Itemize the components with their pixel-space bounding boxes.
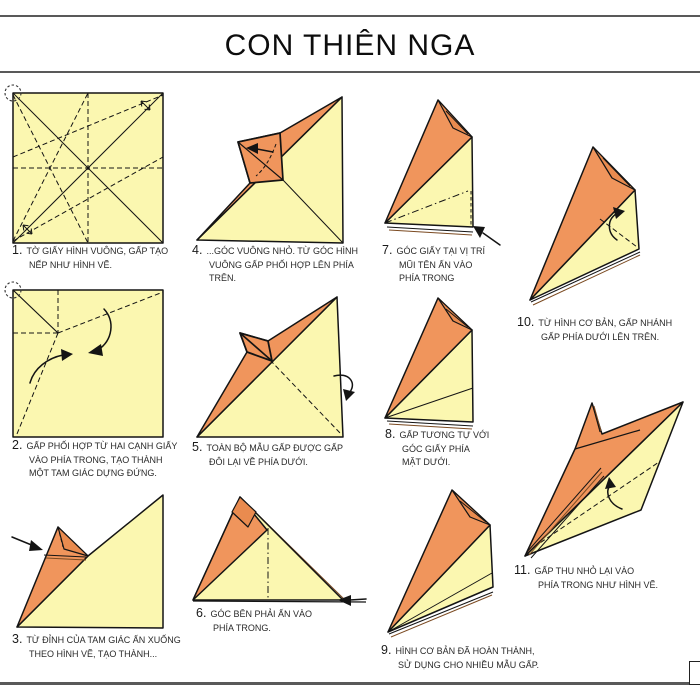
caption-line: MŨI TÊN ẤN VÀO: [399, 259, 473, 270]
step-number: 9.: [381, 643, 392, 657]
step-6-diagram: [193, 497, 366, 606]
caption-line: TỜ GIẤY HÌNH VUÔNG, GẤP TẠO: [26, 246, 169, 256]
caption-line: NẾP NHƯ HÌNH VẼ.: [29, 259, 113, 270]
step-number: 1.: [12, 243, 23, 257]
step-4-diagram: [197, 97, 343, 243]
step-10-caption: [517, 316, 672, 344]
step-number: 5.: [192, 440, 203, 454]
step-7-caption: [382, 244, 485, 286]
caption-line: VUÔNG GẤP PHỐI HỢP LÊN PHÍA: [209, 259, 354, 270]
caption-line: GÓC BÊN PHẢI ẤN VÀO: [210, 609, 312, 619]
step-1-diagram: [5, 85, 163, 243]
step-5-caption: [192, 441, 343, 469]
caption-line: GÓC GIẤY TẠI VỊ TRÍ: [396, 246, 485, 256]
caption-line: MẶT DƯỚI.: [402, 457, 451, 467]
caption-line: GẤP PHỐI HỢP TỪ HAI CẠNH GIẤY: [26, 441, 178, 451]
caption-line: ĐÔI LẠI VỀ PHÍA DƯỚI.: [209, 456, 308, 467]
bottom-rule: [0, 682, 700, 685]
step-3-diagram: [12, 495, 163, 628]
step-number: 11.: [514, 563, 531, 577]
step-1-caption: [12, 244, 168, 272]
page-title: CON THIÊN NGA: [224, 29, 476, 62]
step-8-diagram: [385, 298, 473, 429]
caption-line: PHÍA TRONG.: [213, 622, 271, 633]
caption-line: MỘT TAM GIÁC DỰNG ĐỨNG.: [29, 468, 157, 478]
caption-line: VÀO PHÍA TRONG, TẠO THÀNH: [29, 454, 163, 465]
caption-line: GẤP PHÍA DƯỚI LÊN TRÊN.: [541, 331, 660, 342]
caption-line: TRÊN.: [209, 273, 236, 283]
step-2-caption: [12, 439, 177, 481]
caption-line: GẤP THU NHỎ LẠI VÀO: [534, 566, 635, 576]
step-10-diagram: [530, 147, 640, 305]
caption-line: THEO HÌNH VẼ, TẠO THÀNH...: [29, 648, 158, 659]
caption-line: TOÀN BỘ MẪU GẤP ĐƯỢC GẤP: [206, 443, 344, 453]
page-corner-box: [689, 661, 700, 685]
step-3-caption: [12, 633, 181, 661]
step-8-caption: [385, 428, 489, 470]
caption-line: HÌNH CƠ BẢN ĐÃ HOÀN THÀNH,: [395, 646, 535, 656]
step-9-caption: [381, 644, 539, 672]
step-number: 8.: [385, 427, 396, 441]
step-number: 7.: [382, 243, 393, 257]
step-6-caption: [196, 607, 312, 635]
push-arrow: [350, 599, 366, 600]
step-11-caption: [514, 564, 658, 592]
step-number: 6.: [196, 606, 207, 620]
caption-line: PHÍA TRONG NHƯ HÌNH VẼ.: [538, 579, 659, 590]
step-number: 3.: [12, 632, 23, 646]
step-7-diagram: [385, 100, 500, 245]
caption-line: PHÍA TRONG: [399, 273, 455, 283]
push-arrow: [483, 233, 500, 245]
caption-line: ...GÓC VUÔNG NHỎ. TỪ GÓC HÌNH: [206, 246, 358, 256]
caption-line: GẤP TƯƠNG TỰ VỚI: [399, 430, 490, 440]
step-number: 4.: [192, 243, 203, 257]
step-number: 10.: [517, 315, 535, 329]
caption-line: TỪ HÌNH CƠ BẢN, GẤP NHÁNH: [538, 318, 673, 328]
square-flap: [238, 133, 283, 183]
step-number: 2.: [12, 438, 23, 452]
caption-line: GÓC GIẤY PHÍA: [402, 443, 470, 454]
paper-yellow-layer: [17, 495, 163, 628]
caption-line: TỪ ĐỈNH CỦA TAM GIÁC ẤN XUỐNG: [26, 635, 181, 645]
step-11-diagram: [525, 402, 683, 558]
caption-line: SỬ DỤNG CHO NHIỀU MẪU GẤP.: [398, 659, 540, 670]
step-9-diagram: [388, 490, 493, 637]
step-2-diagram: [5, 282, 163, 437]
step-5-diagram: [197, 297, 355, 437]
step-4-caption: [192, 244, 358, 286]
